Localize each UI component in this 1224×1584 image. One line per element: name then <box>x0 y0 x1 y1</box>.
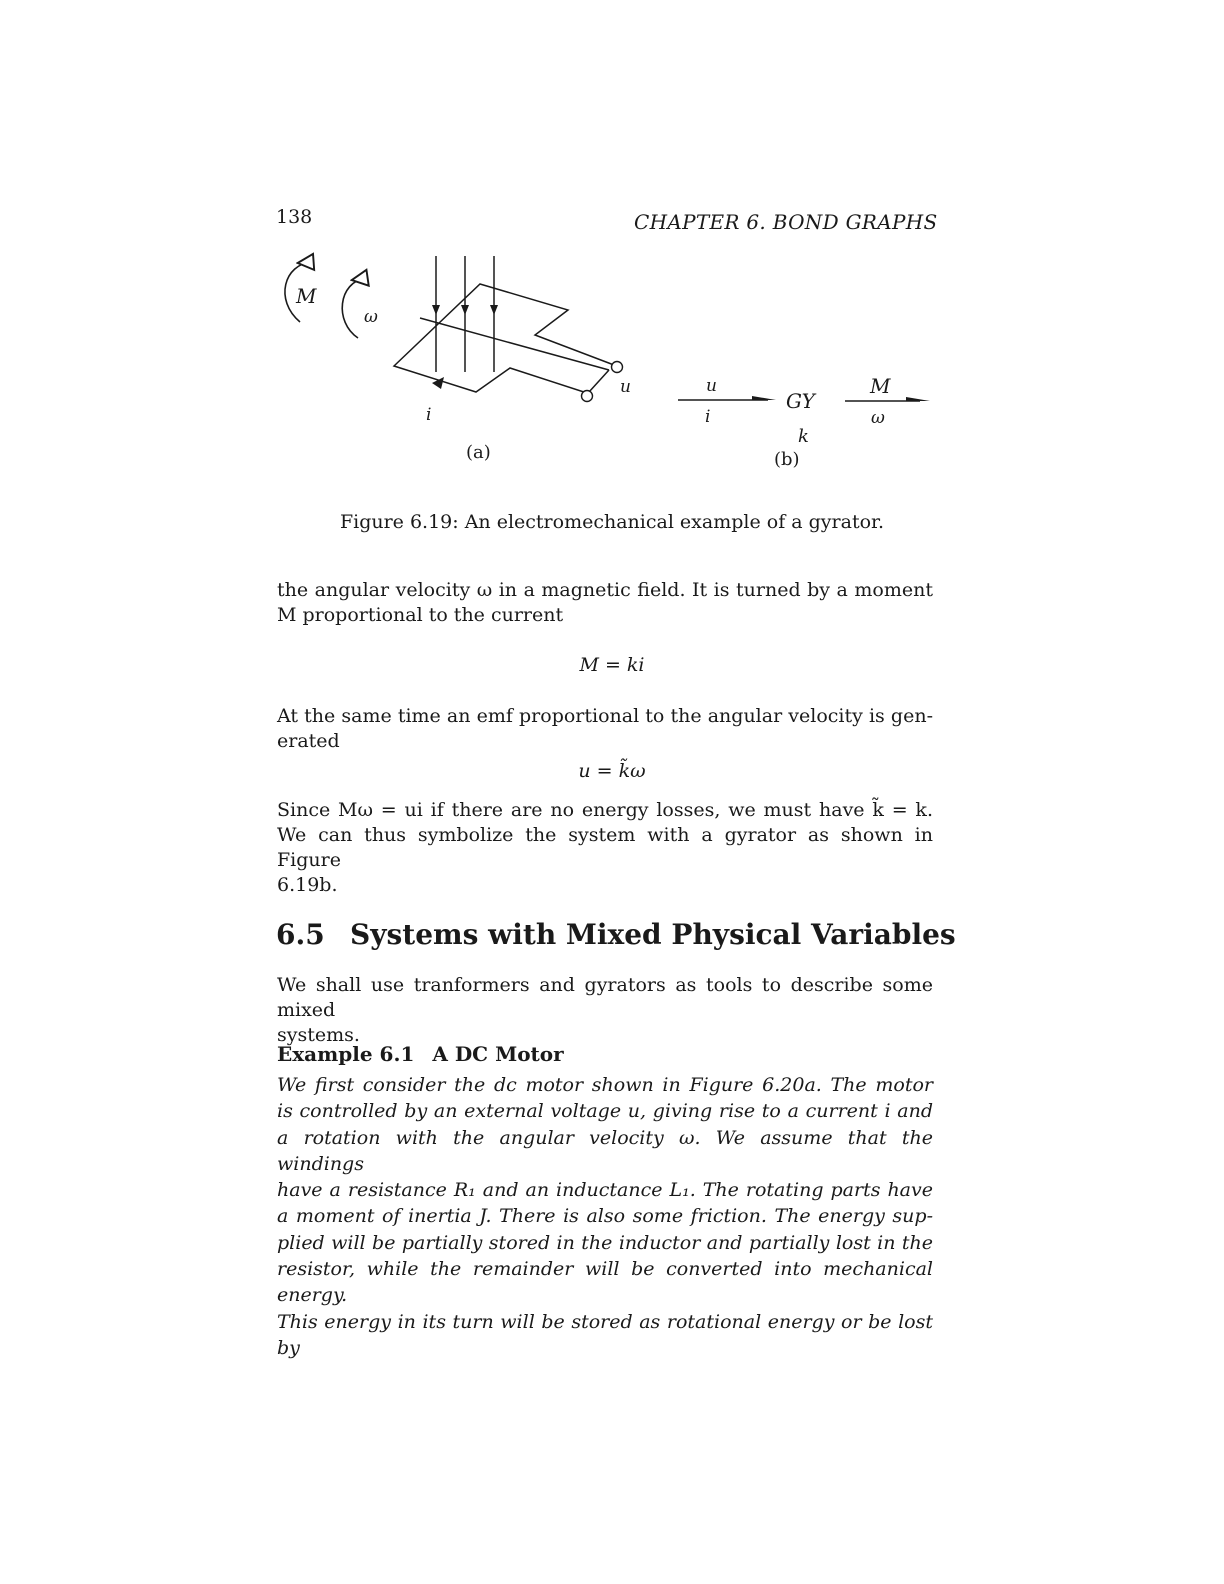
half-arrow-icon <box>752 396 776 400</box>
text-line: M proportional to the current <box>277 604 564 626</box>
omega-arrow-icon <box>342 278 366 338</box>
text-line: erated <box>277 730 340 752</box>
gyrator-modulus: k <box>798 426 809 447</box>
bond-left-flow: i <box>705 407 711 427</box>
paragraph-3 <box>277 798 933 898</box>
paragraph-2 <box>277 704 933 754</box>
text-line: We shall use tranformers and gyrators as tools to describe some mixed <box>277 974 933 1021</box>
panel-b-label: (b) <box>774 449 800 470</box>
half-arrow-icon <box>906 397 930 401</box>
moment-label: M <box>296 284 317 308</box>
example-number: Example 6.1 <box>277 1042 415 1066</box>
example-text <box>277 1072 933 1361</box>
page-number: 138 <box>276 206 313 228</box>
text-line: systems. <box>277 1024 360 1046</box>
example-title: A DC Motor <box>432 1042 564 1066</box>
text-line: is controlled by an external voltage u, giving rise to a current i and <box>277 1100 933 1123</box>
panel-a-label: (a) <box>466 442 491 463</box>
gyrator-figure <box>0 0 1224 520</box>
text-line: We can thus symbolize the system with a gyrator as shown in Figure <box>277 824 933 871</box>
text-line: This energy in its turn will be stored as rotational energy or be lost by <box>277 1310 933 1359</box>
omega-label: ω <box>364 307 378 327</box>
text-line: a moment of inertia J. There is also some friction. The energy sup- <box>277 1205 933 1228</box>
section-number: 6.5 <box>276 918 325 951</box>
text-line: We first consider the dc motor shown in Figure 6.20a. The motor <box>277 1074 933 1096</box>
voltage-label: u <box>620 377 631 397</box>
text-line: plied will be partially stored in the inductor and partially lost in the <box>277 1231 933 1254</box>
section-heading <box>276 918 956 951</box>
gyrator-element: GY <box>786 389 815 413</box>
section-intro <box>277 973 933 1048</box>
field-arrow-icon <box>432 305 498 315</box>
running-header: CHAPTER 6. BOND GRAPHS <box>634 210 938 234</box>
example-heading <box>277 1042 564 1066</box>
text-line: resistor, while the remainder will be converted into mechanical energy. <box>277 1258 933 1307</box>
equation-2: u = k̃ω <box>578 760 646 782</box>
bond-right-flow: ω <box>871 408 885 428</box>
coil-loop <box>394 284 614 394</box>
text-line: have a resistance R₁ and an inductance L₁. The rotating parts have <box>277 1179 933 1202</box>
current-label: i <box>426 405 432 425</box>
figure-caption: Figure 6.19: An electromechanical example of a gyrator. <box>339 511 885 533</box>
bond-right-effort: M <box>870 374 891 398</box>
text-line: the angular velocity ω in a magnetic field. It is turned by a moment <box>277 579 933 601</box>
paragraph-1 <box>277 578 933 628</box>
text-line: a rotation with the angular velocity ω. We assume that the windings <box>277 1126 933 1175</box>
text-line: Since Mω = ui if there are no energy losses, we must have k̃ = k. <box>277 799 933 821</box>
section-title: Systems with Mixed Physical Variables <box>350 918 956 951</box>
terminal-bottom <box>582 391 593 402</box>
text-line: At the same time an emf proportional to the angular velocity is gen- <box>277 705 933 727</box>
terminal-top <box>612 362 623 373</box>
bond-left-effort: u <box>706 376 717 396</box>
equation-1: M = ki <box>579 654 645 676</box>
text-line: 6.19b. <box>277 874 338 896</box>
